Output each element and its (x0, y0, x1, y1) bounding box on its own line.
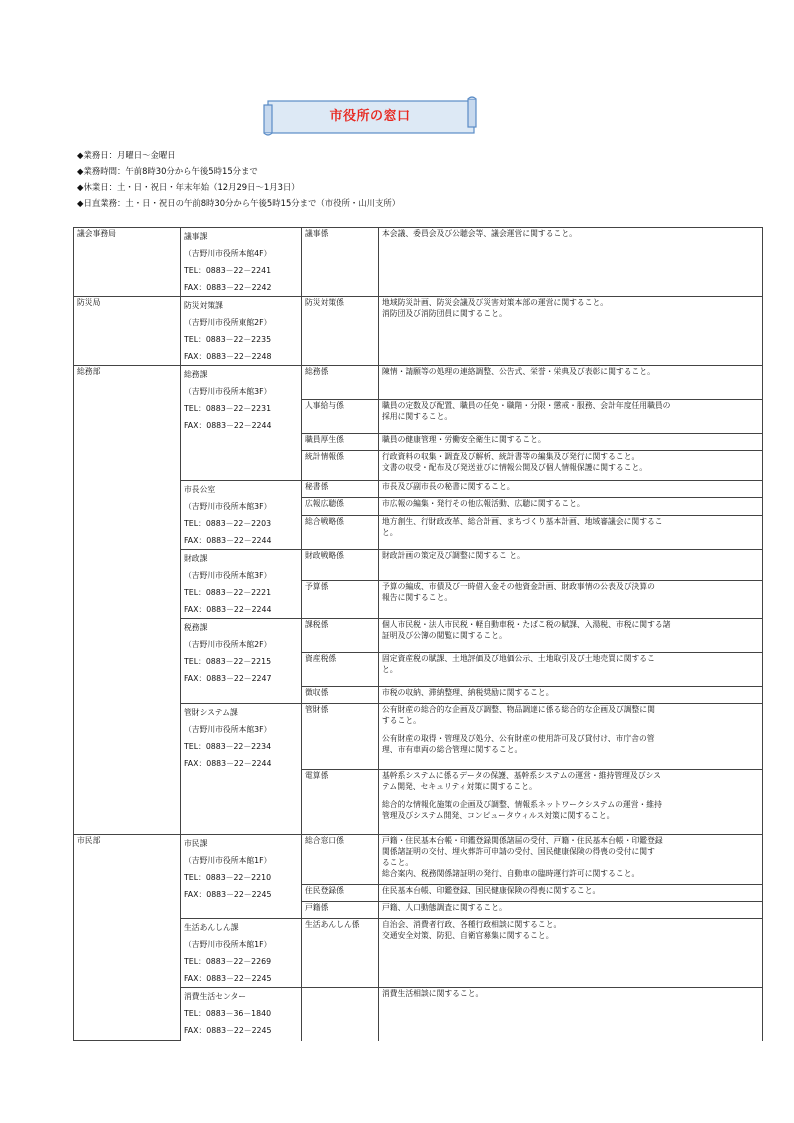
department-name: 議会事務局 (74, 228, 181, 297)
subsection-name: 防災対策係 (302, 297, 379, 366)
duty-description (379, 498, 763, 515)
duty-line: テム開発、セキュリティ対策に関すること。 (382, 782, 537, 791)
section-location: （吉野川市役所本館3F） (184, 571, 272, 580)
duty-description (379, 919, 763, 988)
duty-line: と。 (382, 527, 398, 537)
section-name: 生活あんしん課 (184, 923, 239, 932)
section-tel: TEL：0883－22－2231 (184, 404, 272, 413)
section-tel: TEL：0883－36－1840 (184, 1009, 272, 1018)
section-name: 議事課 (184, 232, 208, 241)
section-name: 市民課 (184, 839, 208, 848)
section-info (181, 988, 302, 1041)
duty-line: すること。 (382, 716, 421, 725)
section-info (181, 835, 302, 919)
duty-line: ること。 (382, 858, 414, 867)
duty-line: 自治会、消費者行政、各種行政相談に関すること。 (382, 920, 562, 929)
subsection-name: 資産税係 (302, 653, 379, 687)
section-tel: TEL：0883－22－2203 (184, 519, 272, 528)
section-location: （吉野川市役所本館3F） (184, 502, 272, 511)
duty-line: 報告に関すること。 (382, 593, 453, 603)
section-fax: FAX：0883－22－2244 (184, 421, 272, 430)
duty-line: 住民基本台帳、印鑑登録、国民健康保険の得喪に関すること。 (382, 886, 601, 895)
section-tel: TEL：0883－22－2234 (184, 742, 272, 751)
duty-description (379, 515, 763, 550)
section-info (181, 704, 302, 835)
subsection-name: 議事係 (302, 228, 379, 297)
section-info (181, 297, 302, 366)
subsection-name: 予算係 (302, 581, 379, 619)
subsection-name: 統計情報係 (302, 451, 379, 481)
duty-description (379, 481, 763, 498)
section-name: 市長公室 (184, 485, 216, 494)
duty-description (379, 835, 763, 885)
office-hours-info (77, 147, 400, 211)
table-row (74, 835, 763, 885)
subsection-name: 総合窓口係 (302, 835, 379, 885)
info-line: ◆日直業務：土・日・祝日の午前8時30分から午後5時15分まで（市役所・山川支所） (77, 198, 401, 208)
page-title: 市役所の窓口 (329, 109, 411, 124)
duty-description (379, 687, 763, 704)
duty-line: 地方創生、行財政改革、総合計画、まちづくり基本計画、地域審議会に関するこ (382, 516, 663, 526)
section-location: （吉野川市役所本館3F） (184, 387, 272, 396)
subsection-name: 管財係 (302, 704, 379, 770)
subsection-name (302, 988, 379, 1041)
section-info (181, 481, 302, 550)
section-fax: FAX：0883－22－2245 (184, 890, 272, 899)
duty-line: 固定資産税の賦課、土地評価及び地価公示、土地取引及び土地売買に関するこ (382, 654, 655, 663)
section-info (181, 919, 302, 988)
duty-line: 公有財産の取得・管理及び処分、公有財産の使用許可及び貸付け、市庁舎の管 (382, 734, 655, 743)
duty-line: 本会議、委員会及び公聴会等、議会運営に関すること。 (382, 229, 577, 238)
duty-line: 総合的な情報化施策の企画及び調整、情報系ネットワークシステムの運営・維持 (382, 800, 662, 809)
duty-description (379, 704, 763, 770)
duty-line: 総合案内、税務関係諸証明の発行、自動車の臨時運行許可に関すること。 (382, 869, 640, 878)
info-line: ◆休業日：土・日・祝日・年末年始（12月29日～1月3日） (77, 182, 300, 192)
section-location: （吉野川市役所本館1F） (184, 940, 272, 949)
duty-line: 戸籍・住民基本台帳・印鑑登録関係諸届の受付、戸籍・住民基本台帳・印鑑登録 (382, 836, 663, 845)
duty-description (379, 988, 763, 1041)
duty-line: 採用に関すること。 (382, 412, 453, 421)
duty-description (379, 581, 763, 619)
duty-paragraph (382, 799, 759, 821)
duty-line: 職員の定数及び配置、職員の任免・職階・分限・懲戒・服務、会計年度任用職員の (382, 401, 671, 410)
section-name: 財政課 (184, 554, 208, 563)
section-fax: FAX：0883－22－2245 (184, 1026, 272, 1035)
office-directory-table (73, 227, 763, 1041)
section-info (181, 228, 302, 297)
duty-description (379, 297, 763, 366)
section-tel: TEL：0883－22－2215 (184, 657, 272, 666)
duty-paragraph (382, 733, 759, 755)
section-tel: TEL：0883－22－2210 (184, 873, 272, 882)
duty-line: と。 (382, 665, 398, 674)
duty-line: 地域防災計画、防災会議及び災害対策本部の運営に関すること。 (382, 298, 609, 307)
section-fax: FAX：0883－22－2244 (184, 759, 272, 768)
subsection-name: 秘書係 (302, 481, 379, 498)
duty-description (379, 228, 763, 297)
duty-line: 陳情・請願等の処理の連絡調整、公告式、栄誉・栄典及び表彰に関すること。 (382, 367, 655, 376)
duty-description (379, 902, 763, 919)
duty-line: 公有財産の総合的な企画及び調整、物品調達に係る総合的な企画及び調整に関 (382, 705, 655, 714)
section-fax: FAX：0883－22－2244 (184, 536, 272, 545)
section-name: 管財システム課 (184, 708, 238, 717)
duty-description (379, 366, 763, 400)
subsection-name: 広報広聴係 (302, 498, 379, 515)
duty-description (379, 619, 763, 653)
duty-description (379, 885, 763, 902)
duty-line: 市長及び副市長の秘書に関すること。 (382, 482, 515, 491)
section-tel: TEL：0883－22－2221 (184, 588, 272, 597)
duty-description (379, 653, 763, 687)
section-location: （吉野川市役所東館2F） (184, 318, 272, 327)
section-name: 税務課 (184, 623, 208, 632)
table-row (74, 228, 763, 297)
table-row (74, 297, 763, 366)
duty-line: 関係諸証明の交付、埋火葬許可申請の受付、国民健康保険の得喪の受付に関す (382, 847, 655, 856)
section-tel: TEL：0883－22－2241 (184, 266, 272, 275)
section-tel: TEL：0883－22－2235 (184, 335, 272, 344)
section-location: （吉野川市役所本館2F） (184, 640, 272, 649)
subsection-name: 職員厚生係 (302, 434, 379, 451)
subsection-name: 人事給与係 (302, 400, 379, 434)
subsection-name: 生活あんしん係 (302, 919, 379, 988)
section-location: （吉野川市役所本館4F） (184, 249, 272, 258)
table-row (74, 366, 763, 400)
duty-line: 証明及び公簿の閲覧に関すること。 (382, 631, 507, 640)
section-name: 総務課 (184, 370, 208, 379)
section-info (181, 619, 302, 704)
duty-line: 文書の収受・配布及び発送並びに情報公開及び個人情報保護に関すること。 (382, 463, 648, 472)
info-line: ◆業務日：月曜日～金曜日 (77, 150, 176, 160)
duty-line: 戸籍、人口動態調査に関すること。 (382, 903, 507, 912)
duty-description (379, 451, 763, 481)
department-name: 総務部 (74, 366, 181, 835)
subsection-name: 財政戦略係 (302, 550, 379, 581)
department-name: 防災局 (74, 297, 181, 366)
duty-line: 消費生活相談に関すること。 (382, 989, 484, 998)
section-location: （吉野川市役所本館3F） (184, 725, 272, 734)
duty-paragraph (382, 770, 759, 792)
subsection-name: 徴収係 (302, 687, 379, 704)
duty-line: 基幹系システムに係るデータの保護、基幹系システムの運営・維持管理及びシス (382, 771, 661, 780)
duty-line: 消防団及び消防団員に関すること。 (382, 309, 507, 318)
duty-description (379, 400, 763, 434)
duty-line: 個人市民税・法人市民税・軽自動車税・たばこ税の賦課、入湯税、市税に関する諸 (382, 620, 671, 629)
section-info (181, 550, 302, 619)
duty-description (379, 770, 763, 835)
duty-description (379, 434, 763, 451)
duty-line: 理、市有車両の総合管理に関すること。 (382, 745, 523, 754)
subsection-name: 戸籍係 (302, 902, 379, 919)
duty-line: 財政計画の策定及び調整に関するこ と。 (382, 551, 525, 560)
section-name: 消費生活センター (184, 992, 247, 1001)
section-location: （吉野川市役所本館1F） (184, 856, 272, 865)
subsection-name: 電算係 (302, 770, 379, 835)
subsection-name: 総務係 (302, 366, 379, 400)
duty-description (379, 550, 763, 581)
section-tel: TEL：0883－22－2269 (184, 957, 272, 966)
duty-line: 市広報の編集・発行その他広報活動、広聴に関すること。 (382, 499, 585, 509)
title-banner (262, 96, 478, 138)
subsection-name: 課税係 (302, 619, 379, 653)
duty-line: 管理及びシステム開発、コンピュータウィルス対策に関すること。 (382, 811, 615, 820)
section-fax: FAX：0883－22－2245 (184, 974, 272, 983)
duty-line: 予算の編成、市債及び一時借入金その他資金計画、財政事情の公表及び決算の (382, 582, 655, 592)
duty-paragraph (382, 704, 759, 726)
section-fax: FAX：0883－22－2242 (184, 283, 272, 292)
section-name: 防災対策課 (184, 301, 223, 310)
duty-line: 市税の収納、滞納整理、納税奨励に関すること。 (382, 688, 554, 697)
subsection-name: 総合戦略係 (302, 515, 379, 550)
info-line: ◆業務時間：午前8時30分から午後5時15分まで (77, 166, 258, 176)
section-fax: FAX：0883－22－2247 (184, 674, 272, 683)
duty-line: 職員の健康管理・労働安全衛生に関すること。 (382, 435, 546, 444)
section-fax: FAX：0883－22－2248 (184, 352, 272, 361)
section-info (181, 366, 302, 481)
department-name: 市民部 (74, 835, 181, 1041)
subsection-name: 住民登録係 (302, 885, 379, 902)
duty-line: 交通安全対策、防犯、自衛官募集に関すること。 (382, 931, 554, 940)
duty-line: 行政資料の収集・調査及び解析、統計書等の編集及び発行に関すること。 (382, 452, 640, 461)
section-fax: FAX：0883－22－2244 (184, 605, 272, 614)
